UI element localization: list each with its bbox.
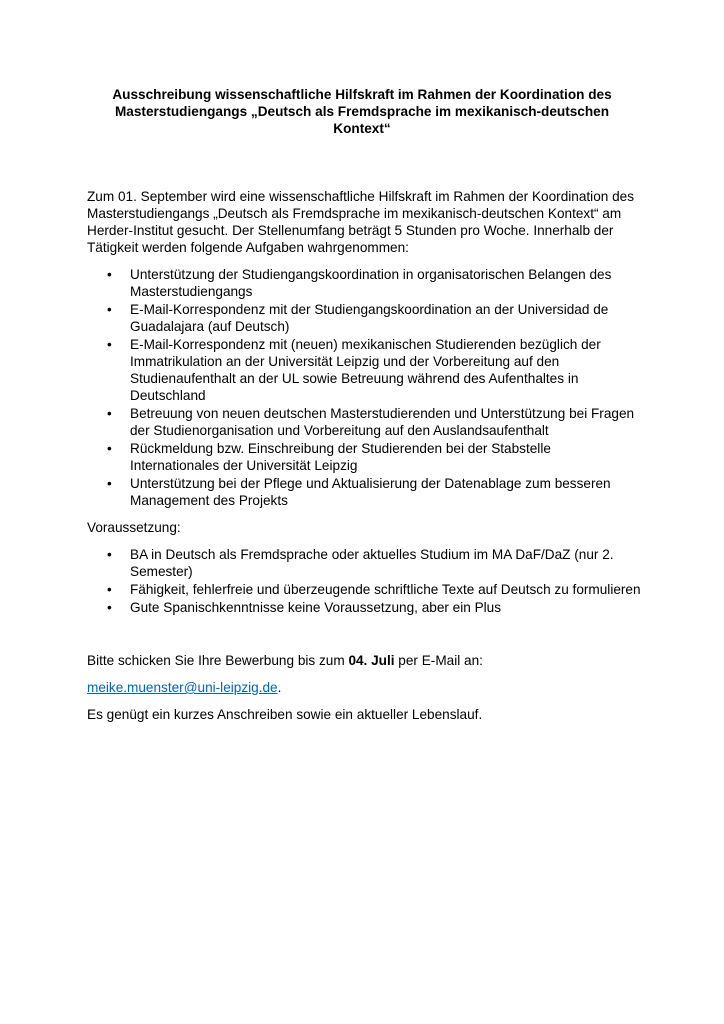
application-deadline: 04. Juli (348, 653, 395, 668)
application-instructions (87, 652, 643, 669)
task-item (87, 440, 643, 474)
requirements-label: Voraussetzung: (87, 520, 181, 535)
bullet-icon: • (107, 406, 112, 421)
title-line-2: Masterstudiengangs „Deutsch als Fremdsprache im mexikanisch-deutschen Kontext“ (114, 104, 610, 136)
requirement-text: Fähigkeit, fehlerfreie und überzeugende schriftliche Texte auf Deutsch zu formulieren (130, 582, 641, 597)
bullet-icon: • (107, 547, 112, 562)
requirement-item (87, 546, 643, 580)
document-page (87, 86, 643, 723)
task-item (87, 475, 643, 509)
task-item (87, 336, 643, 404)
apply-suffix: per E-Mail an: (394, 653, 483, 668)
intro-paragraph: Zum 01. September wird eine wissenschaftliche Hilfskraft im Rahmen der Koordination des Masterstudiengangs „Deutsch als Fremdsprache im mexikanisch-deutschen Kontext“ am Herder-Institut gesucht. Der Stellenumfang beträgt 5 Stunden pro Woche. Innerhalb der Tätigkeit werden folgende Aufgaben wahrgenommen: (87, 189, 635, 255)
task-list (87, 266, 643, 509)
requirements-list (87, 546, 643, 616)
task-item (87, 301, 643, 335)
task-text: Unterstützung bei der Pflege und Aktualisierung der Datenablage zum besseren Management des Projekts (130, 476, 611, 508)
task-item (87, 266, 643, 300)
requirement-item (87, 599, 643, 616)
requirement-text: Gute Spanischkenntnisse keine Voraussetzung, aber ein Plus (130, 600, 502, 615)
apply-prefix: Bitte schicken Sie Ihre Bewerbung bis zum (87, 653, 349, 668)
email-line (87, 679, 643, 696)
requirement-text: BA in Deutsch als Fremdsprache oder aktuelles Studium im MA DaF/DaZ (nur 2. Semester) (130, 547, 614, 579)
task-text: E-Mail-Korrespondenz mit der Studiengangskoordination an der Universidad de Guadalajara (auf Deutsch) (130, 302, 609, 334)
requirement-item (87, 581, 643, 598)
bullet-icon: • (107, 267, 112, 282)
bullet-icon: • (107, 600, 112, 615)
document-title (87, 86, 637, 137)
closing-sentence: Es genügt ein kurzes Anschreiben sowie ein aktueller Lebenslauf. (87, 707, 483, 722)
email-trailing-period: . (277, 680, 282, 695)
email-link[interactable]: meike.muenster@uni-leipzig.de (87, 680, 278, 695)
bullet-icon: • (107, 582, 112, 597)
task-text: Rückmeldung bzw. Einschreibung der Studierenden bei der Stabstelle Internationales der Universität Leipzig (130, 441, 551, 473)
task-text: Unterstützung der Studiengangskoordination in organisatorischen Belangen des Masterstudiengangs (130, 267, 612, 299)
bullet-icon: • (107, 337, 112, 352)
task-text: E-Mail-Korrespondenz mit (neuen) mexikanischen Studierenden bezüglich der Immatrikulation an der Universität Leipzig und der Vorbereitung auf den Studienaufenthalt an der UL sowie Betreuung während des Aufenthaltes in Deutschland (130, 337, 601, 403)
bullet-icon: • (107, 476, 112, 491)
title-line-1: Ausschreibung wissenschaftliche Hilfskraft im Rahmen der Koordination des (112, 87, 612, 102)
task-item (87, 405, 643, 439)
bullet-icon: • (107, 302, 112, 317)
bullet-icon: • (107, 441, 112, 456)
task-text: Betreuung von neuen deutschen Masterstudierenden und Unterstützung bei Fragen der Studienorganisation und Vorbereitung auf den Auslandsaufenthalt (130, 406, 635, 438)
